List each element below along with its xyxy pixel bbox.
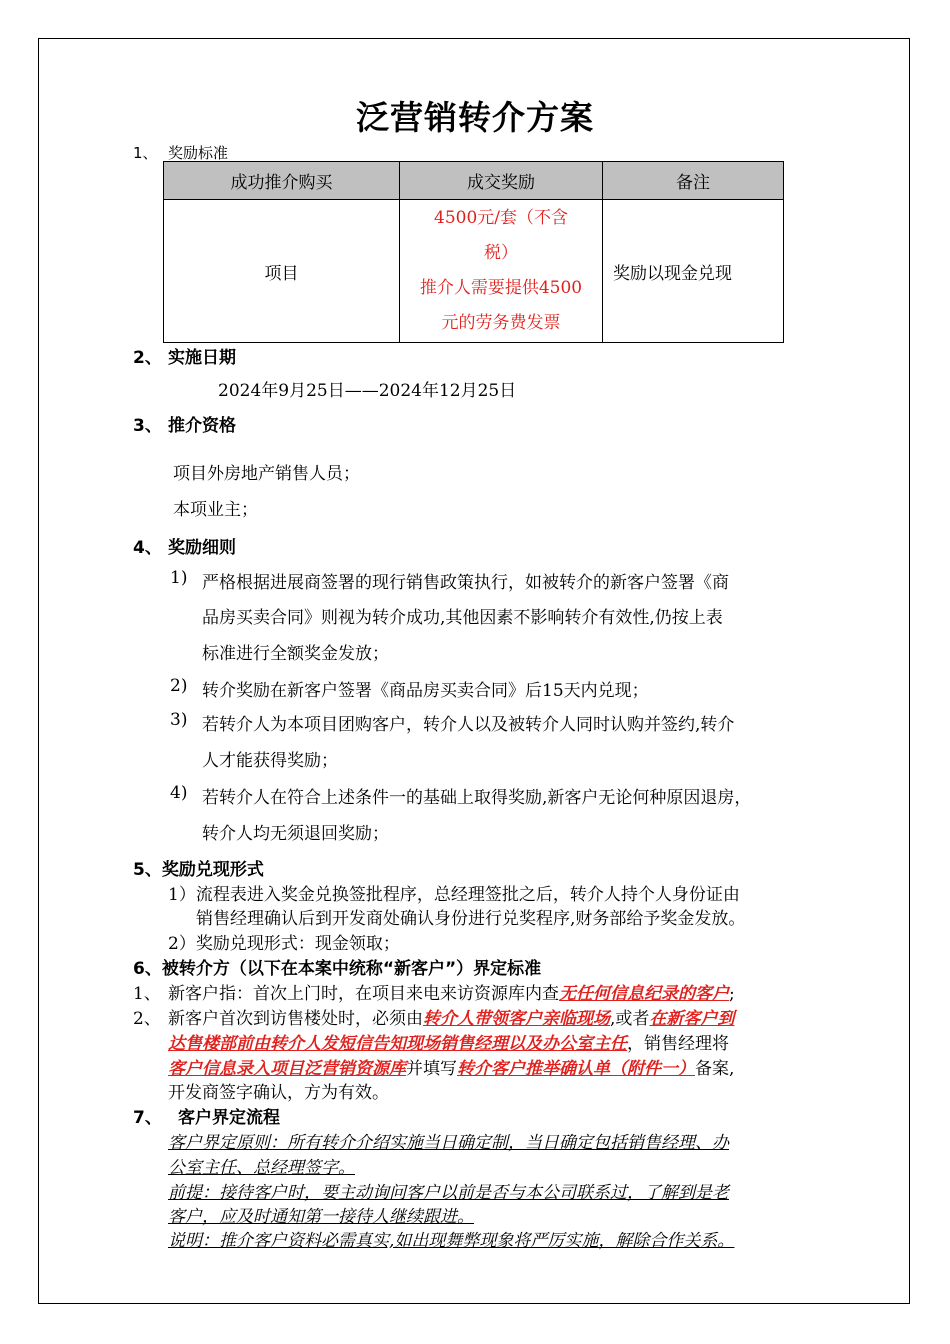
process-line-3: 前提：接待客户时，要主动询问客户以前是否与本公司联系过，了解到是老 bbox=[168, 1183, 729, 1203]
section-2-heading: 实施日期 bbox=[168, 348, 236, 368]
process-line-5: 说明：推介客户资料必需真实,如出现舞弊现象将严厉实施，解除合作关系。 bbox=[168, 1231, 735, 1251]
criteria-2-highlight-a: 转介人带领客户亲临现场 bbox=[423, 1009, 610, 1029]
rule-3-line-2: 人才能获得奖励； bbox=[202, 751, 338, 771]
criteria-2-plain-d: 并填写 bbox=[406, 1059, 457, 1079]
implementation-date: 2024年9月25日——2024年12月25日 bbox=[218, 381, 517, 401]
cell-reward bbox=[400, 200, 603, 343]
section-1-heading: 奖励标准 bbox=[168, 144, 229, 162]
criteria-2-plain-e: 备案, bbox=[695, 1059, 735, 1079]
reward-line-3: 推介人需要提供4500 bbox=[419, 278, 583, 298]
rule-1-line-3: 标准进行全额奖金发放； bbox=[202, 644, 389, 664]
rule-1-number: 1) bbox=[170, 568, 188, 588]
section-3-number: 3、 bbox=[133, 416, 162, 436]
criteria-1-highlight: 无任何信息纪录的客户 bbox=[559, 984, 729, 1004]
criteria-2-line-2 bbox=[168, 1029, 729, 1054]
criteria-2-line-4: 开发商签字确认，方为有效。 bbox=[168, 1083, 389, 1103]
criteria-2-line-1 bbox=[168, 1004, 734, 1029]
criteria-2-highlight-e: 转介客户推举确认单（附件一） bbox=[457, 1059, 695, 1079]
criteria-1-plain: 新客户指：首次上门时，在项目来电来访资源库内查 bbox=[168, 984, 559, 1004]
section-4-number: 4、 bbox=[133, 538, 162, 558]
section-3-heading: 推介资格 bbox=[168, 416, 236, 436]
redemption-line-2: 销售经理确认后到开发商处确认身份进行兑奖程序,财务部给予奖金发放。 bbox=[196, 909, 746, 929]
col-header-referral: 成功推介购买 bbox=[164, 162, 400, 200]
reward-line-4: 元的劳务费发票 bbox=[441, 313, 561, 333]
criteria-1-text bbox=[168, 979, 735, 1004]
process-line-4: 客户，应及时通知第一接待人继续跟进。 bbox=[168, 1207, 474, 1227]
criteria-2-plain-a: 新客户首次到访售楼处时，必须由 bbox=[168, 1009, 423, 1029]
col-header-note: 备注 bbox=[603, 162, 784, 200]
reward-line-2: 税） bbox=[484, 243, 518, 263]
criteria-2-highlight-d: 客户信息录入项目泛营销资源库 bbox=[168, 1059, 406, 1079]
rule-1-line-2: 品房买卖合同》则视为转介成功,其他因素不影响转介有效性,仍按上表 bbox=[202, 608, 723, 628]
section-4-heading: 奖励细则 bbox=[168, 538, 236, 558]
criteria-2-plain-c: ，销售经理将 bbox=[627, 1034, 729, 1054]
eligibility-item-1: 项目外房地产销售人员； bbox=[173, 464, 360, 484]
rule-2-number: 2) bbox=[170, 676, 188, 696]
section-6-heading: 6、被转介方（以下在本案中统称“新客户”）界定标准 bbox=[133, 959, 542, 979]
rule-2-line-1: 转介奖励在新客户签署《商品房买卖合同》后15天内兑现； bbox=[202, 681, 649, 701]
rule-4-number: 4) bbox=[170, 783, 188, 803]
section-2-number: 2、 bbox=[133, 348, 162, 368]
redemption-line-3: 2）奖励兑现形式：现金领取； bbox=[168, 934, 400, 954]
process-line-1: 客户界定原则：所有转介介绍实施当日确定制，当日确定包括销售经理、办 bbox=[168, 1133, 729, 1153]
reward-table bbox=[163, 161, 784, 343]
criteria-1-number: 1、 bbox=[133, 984, 161, 1004]
document-title: 泛营销转介方案 bbox=[356, 98, 594, 137]
section-1-number: 1、 bbox=[133, 144, 158, 162]
rule-3-line-1: 若转介人为本项目团购客户，转介人以及被转介人同时认购并签约,转介 bbox=[202, 715, 735, 735]
reward-line-1: 4500元/套（不含 bbox=[434, 208, 568, 228]
cell-note: 奖励以现金兑现 bbox=[603, 200, 784, 343]
section-7-heading: 客户界定流程 bbox=[178, 1108, 280, 1128]
cell-item: 项目 bbox=[164, 200, 400, 343]
criteria-2-plain-b: ,或者 bbox=[610, 1009, 650, 1029]
rule-4-line-2: 转介人均无须退回奖励； bbox=[202, 824, 389, 844]
criteria-2-line-3 bbox=[168, 1054, 734, 1079]
criteria-2-highlight-c: 达售楼部前由转介人发短信告知现场销售经理以及办公室主任 bbox=[168, 1034, 627, 1054]
process-line-2: 公室主任、总经理签字。 bbox=[168, 1158, 355, 1178]
section-5-heading: 5、奖励兑现形式 bbox=[133, 860, 264, 880]
rule-3-number: 3) bbox=[170, 710, 188, 730]
rule-4-line-1: 若转介人在符合上述条件一的基础上取得奖励,新客户无论何种原因退房， bbox=[202, 788, 752, 808]
reward-table-row bbox=[164, 200, 784, 343]
rule-1-line-1: 严格根据进展商签署的现行销售政策执行，如被转介的新客户签署《商 bbox=[202, 573, 729, 593]
criteria-1-end: ; bbox=[729, 984, 735, 1004]
section-7-number: 7、 bbox=[133, 1108, 162, 1128]
criteria-2-number: 2、 bbox=[133, 1009, 161, 1029]
redemption-line-1: 1）流程表进入奖金兑换签批程序，总经理签批之后，转介人持个人身份证由 bbox=[168, 885, 740, 905]
eligibility-item-2: 本项业主； bbox=[173, 500, 258, 520]
reward-table-header-row bbox=[164, 162, 784, 200]
criteria-2-highlight-b: 在新客户到 bbox=[649, 1009, 735, 1029]
col-header-reward: 成交奖励 bbox=[400, 162, 603, 200]
